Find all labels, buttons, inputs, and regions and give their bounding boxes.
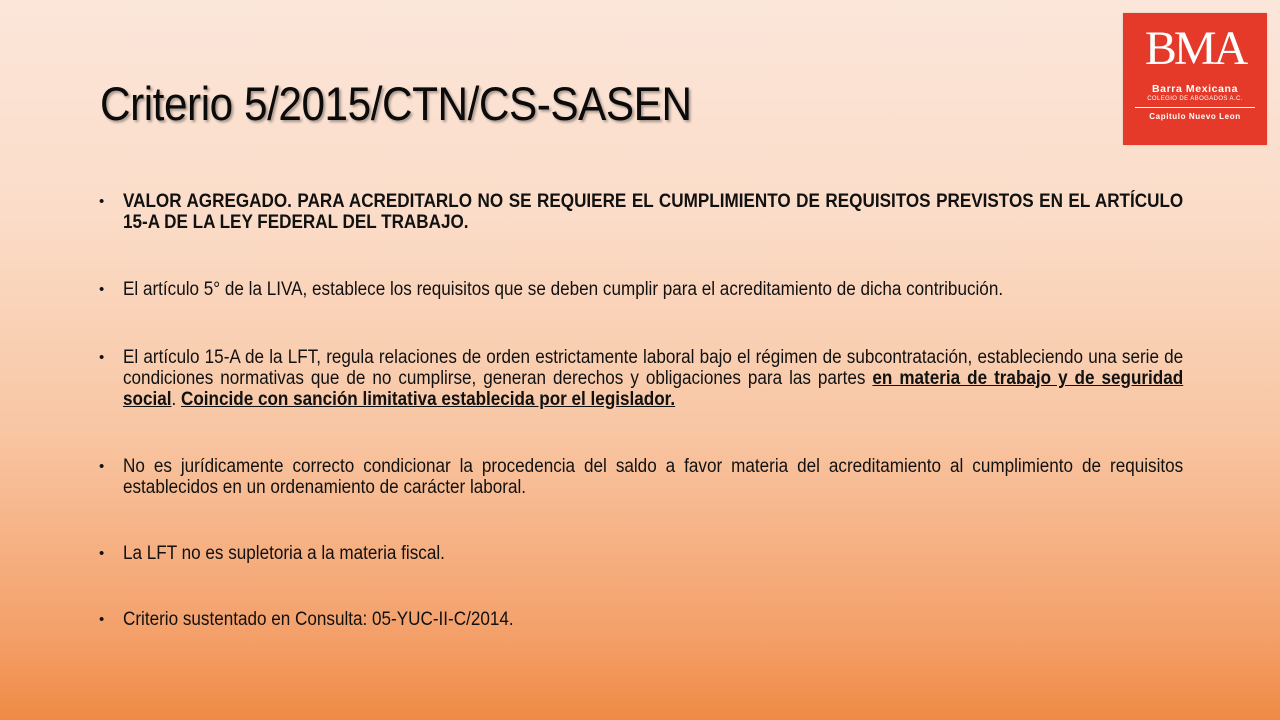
bullet-3-underlined-1: en materia de trabajo y de seguridad social [123, 368, 1184, 410]
bullet-3-text-start: El artículo 15-A de la LFT, regula relaciones de orden estrictamente laboral bajo el régimen de subcontratación, estableciendo una serie de condiciones normativas que de no cumplirse, generan derechos y obligaciones para las partes [123, 347, 1184, 389]
bullet-item-2 [99, 279, 1183, 300]
bullet-3-underlined-2: Coincide con sanción limitativa establecida por el legislador. [180, 389, 676, 410]
bullet-3-separator: . [171, 389, 181, 410]
bullet-icon: • [99, 545, 105, 562]
bullet-item-5 [99, 543, 1183, 564]
bullet-item-1 [99, 191, 1183, 233]
bullet-icon: • [99, 281, 105, 298]
logo-chapter: Capitulo Nuevo Leon [1149, 112, 1241, 121]
bullet-item-3 [99, 347, 1183, 410]
bullet-text-4: No es jurídicamente correcto condicionar la procedencia del saldo a favor materia del acreditamiento al cumplimiento de requisitos establecidos en un ordenamiento de carácter laboral. [123, 456, 1184, 498]
bullet-item-6 [99, 609, 1183, 630]
slide-title: Criterio 5/2015/CTN/CS-SASEN [100, 77, 692, 130]
bullet-text-5: La LFT no es supletoria a la materia fiscal. [123, 543, 445, 564]
bullet-icon: • [99, 458, 105, 475]
logo-divider [1135, 107, 1255, 108]
bullet-text-2: El artículo 5° de la LIVA, establece los requisitos que se deben cumplir para el acreditamiento de dicha contribución. [123, 279, 1004, 300]
bullet-icon: • [99, 193, 105, 210]
bullet-text-1: VALOR AGREGADO. PARA ACREDITARLO NO SE REQUIERE EL CUMPLIMIENTO DE REQUISITOS PREVISTOS EN EL ARTÍCULO 15-A DE LA LEY FEDERAL DEL TRABAJO. [123, 191, 1184, 233]
bullet-text-3 [123, 347, 1183, 410]
logo-subtitle: COLEGIO DE ABOGADOS A.C. [1147, 96, 1243, 102]
bullet-icon: • [99, 349, 105, 366]
bullet-icon: • [99, 611, 105, 628]
barra-mexicana-logo [1123, 13, 1267, 145]
bullet-text-6: Criterio sustentado en Consulta: 05-YUC-II-C/2014. [123, 609, 514, 630]
logo-name: Barra Mexicana [1151, 83, 1239, 95]
logo-mark: BMA [1144, 22, 1246, 75]
bullet-item-4 [99, 456, 1183, 498]
